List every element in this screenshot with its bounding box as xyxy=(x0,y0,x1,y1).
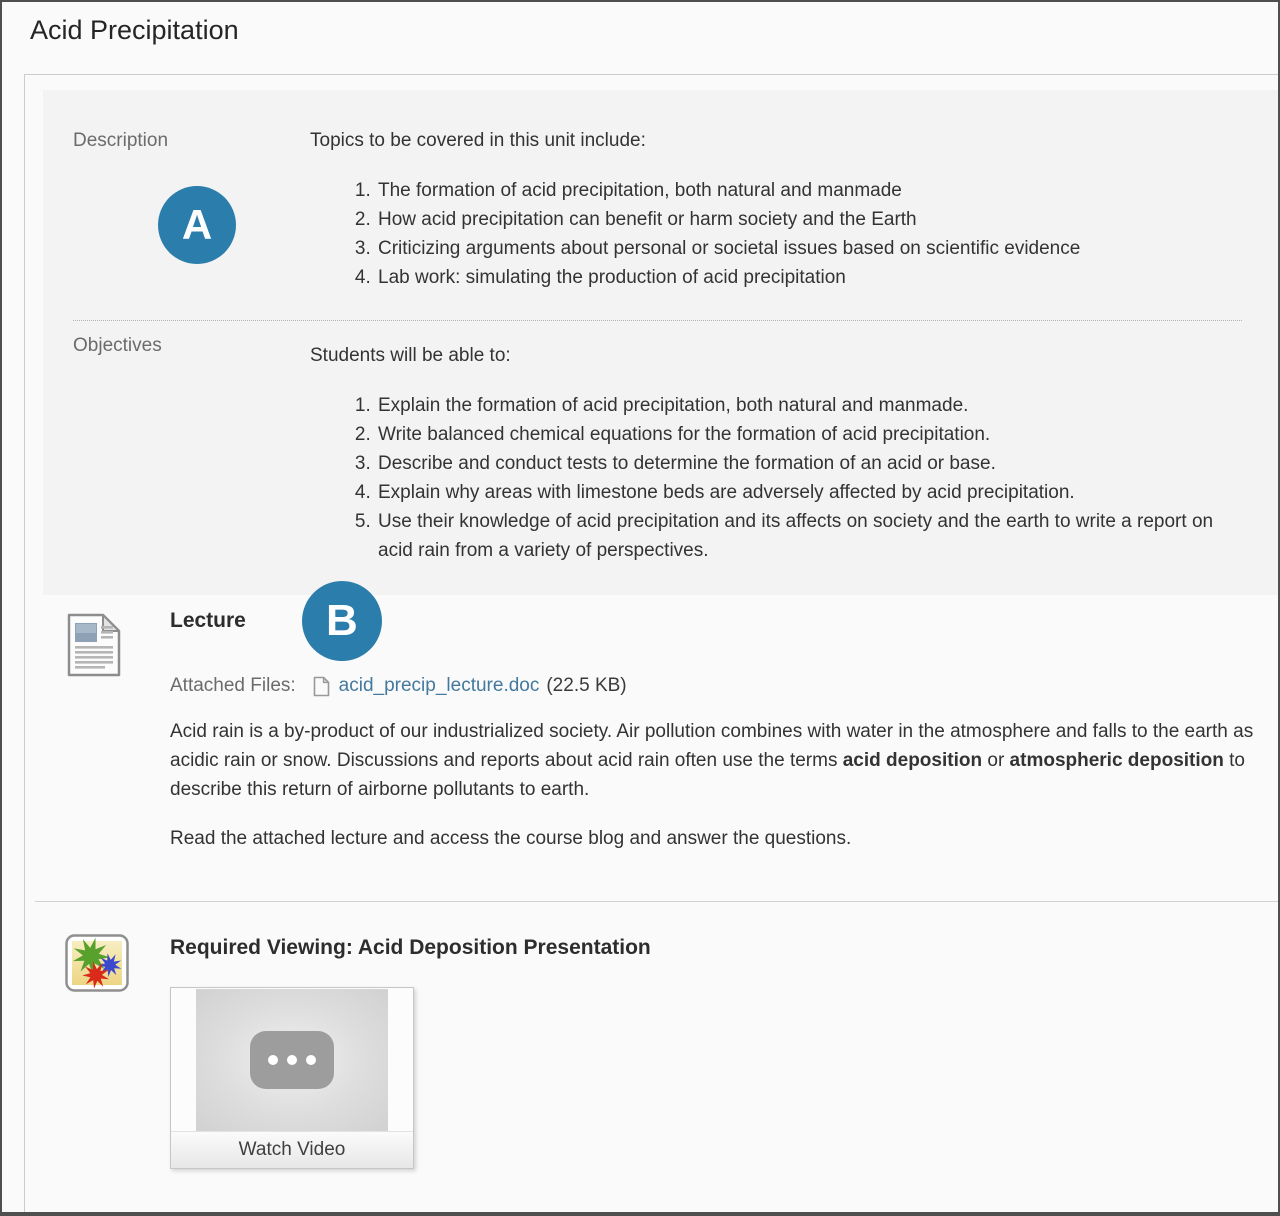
file-icon xyxy=(313,676,330,697)
description-label: Description xyxy=(73,130,169,151)
objectives-label-cell xyxy=(43,333,310,565)
description-row xyxy=(43,128,1278,320)
lecture-item xyxy=(25,596,1278,853)
list-item: 1. The formation of acid precipitation, both natural and manmade xyxy=(376,176,1242,205)
required-viewing-title: Required Viewing: Acid Deposition Presentation xyxy=(170,936,651,959)
loading-dot xyxy=(306,1055,316,1065)
attached-files-row xyxy=(170,673,1278,699)
objectives-list xyxy=(310,391,1242,565)
annotation-badge-b: B xyxy=(302,581,382,661)
description-content xyxy=(310,128,1278,320)
topics-intro: Topics to be covered in this unit include: xyxy=(310,130,646,151)
objectives-label: Objectives xyxy=(73,335,162,356)
loading-dot xyxy=(287,1055,297,1065)
list-item: 2. Write balanced chemical equations for the formation of acid precipitation. xyxy=(376,420,1242,449)
list-item: 2. How acid precipitation can benefit or harm society and the Earth xyxy=(376,205,1242,234)
loading-dot xyxy=(268,1055,278,1065)
content-box xyxy=(24,74,1278,1212)
lecture-paragraph: Acid rain is a by-product of our industrialized society. Air pollution combines with water in the atmosphere and falls to the earth as acidic rain or snow. Discussions and reports about acid rain often use the terms acid deposition or atmospheric deposition to describe this return of airborne pollutants to earth. xyxy=(170,721,1254,800)
document-icon xyxy=(65,613,123,682)
objectives-content xyxy=(310,333,1278,565)
media-icon xyxy=(65,934,129,997)
list-item: 3. Criticizing arguments about personal or societal issues based on scientific evidence xyxy=(376,234,1242,263)
lecture-title: Lecture xyxy=(170,609,246,632)
watch-video-label[interactable]: Watch Video xyxy=(171,1131,413,1168)
attached-file-link[interactable]: acid_precip_lecture.doc xyxy=(338,675,540,696)
topics-list xyxy=(310,176,1242,292)
page-title: Acid Precipitation xyxy=(30,15,239,45)
lecture-heading-row xyxy=(170,596,1278,661)
list-item: 4. Explain why areas with limestone beds are adversely affected by acid precipitation. xyxy=(376,478,1242,507)
video-thumbnail-card[interactable] xyxy=(170,987,414,1169)
attached-files-label: Attached Files: xyxy=(170,675,296,696)
list-item: 4. Lab work: simulating the production of acid precipitation xyxy=(376,263,1242,292)
section-divider xyxy=(35,901,1278,902)
description-objectives-panel xyxy=(43,90,1278,595)
list-item: 5. Use their knowledge of acid precipitation and its affects on society and the earth to write a report on acid rain from a variety of perspectives. xyxy=(376,507,1242,565)
objectives-row xyxy=(43,321,1278,565)
annotation-badge-a: A xyxy=(158,186,236,264)
list-item: 3. Describe and conduct tests to determine the formation of an acid or base. xyxy=(376,449,1242,478)
video-thumbnail[interactable] xyxy=(196,989,388,1131)
file-size: (22.5 KB) xyxy=(546,675,627,696)
video-play-icon[interactable] xyxy=(250,1031,334,1089)
description-label-cell xyxy=(43,128,310,320)
required-viewing-item xyxy=(25,934,1278,1169)
lecture-instruction: Read the attached lecture and access the course blog and answer the questions. xyxy=(170,828,852,849)
objectives-intro: Students will be able to: xyxy=(310,345,511,366)
list-item: 1. Explain the formation of acid precipitation, both natural and manmade. xyxy=(376,391,1242,420)
